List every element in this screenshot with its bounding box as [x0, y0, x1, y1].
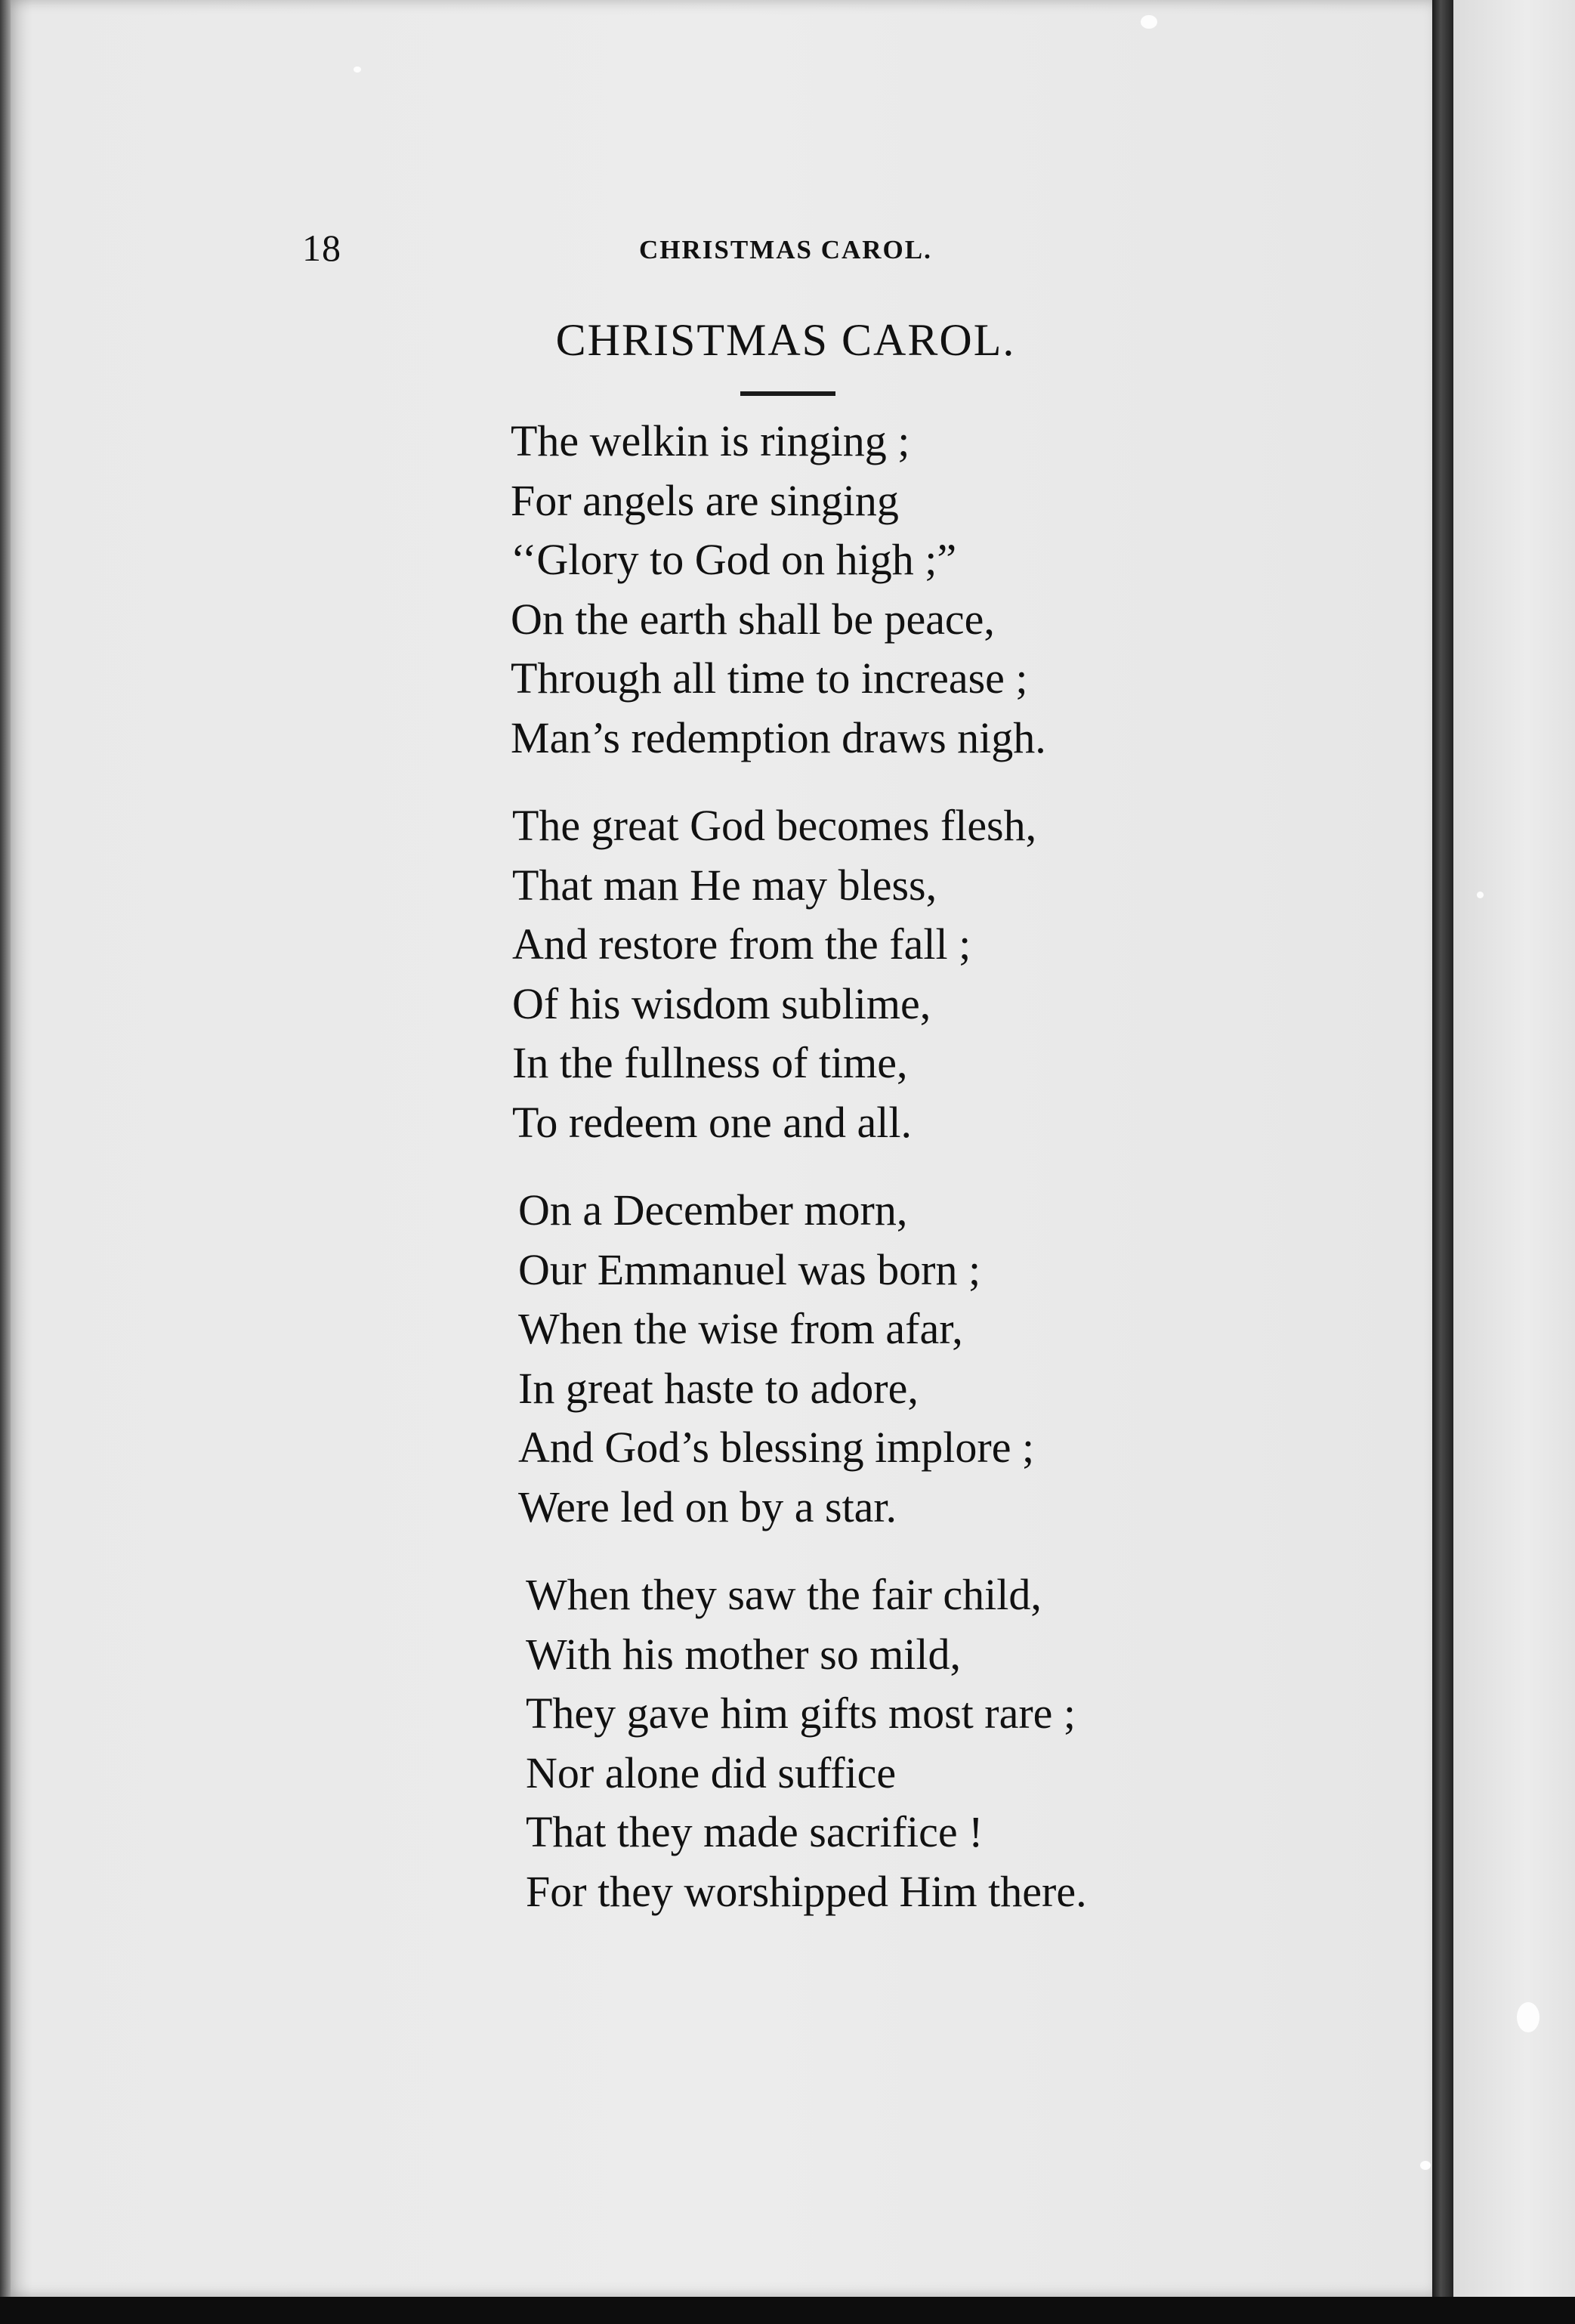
stanza: [511, 412, 1342, 768]
poem-line: When the wise from afar,: [518, 1304, 963, 1353]
poem-line: For angels are singing: [511, 475, 899, 525]
scan-speck: [1477, 892, 1484, 898]
poem-body: [511, 412, 1342, 1950]
poem-line: Of his wisdom sublime,: [512, 978, 931, 1028]
page-number: 18: [302, 227, 341, 269]
poem-line: Through all time to increase ;: [511, 654, 1028, 703]
poem-line: For they worshipped Him there.: [526, 1866, 1087, 1916]
scan-speck: [354, 66, 361, 73]
running-title: CHRISTMAS CAROL.: [639, 235, 932, 264]
stanza: [511, 1181, 1342, 1537]
poem-line: The welkin is ringing ;: [511, 416, 910, 465]
poem-line: Man’s redemption draws nigh.: [511, 712, 1046, 762]
stanza: [511, 1565, 1342, 1921]
scan-bottom-border: [0, 2297, 1575, 2324]
poem-line: On the earth shall be peace,: [511, 594, 995, 644]
title-rule: [740, 391, 835, 396]
poem-line: And God’s blessing implore ;: [518, 1423, 1035, 1472]
poem-line: In the fullness of time,: [512, 1038, 908, 1087]
poem-line: To redeem one and all.: [512, 1097, 912, 1147]
poem-line: ‘‘Glory to God on high ;”: [511, 535, 957, 584]
poem-line: That man He may bless,: [512, 860, 937, 910]
scan-speck: [1141, 15, 1157, 29]
adjacent-page-edge: [1453, 0, 1575, 2297]
poem-line: On a December morn,: [518, 1185, 908, 1235]
poem-line: With his mother so mild,: [526, 1629, 962, 1679]
poem-line: Our Emmanuel was born ;: [518, 1244, 981, 1294]
poem-line: When they saw the fair child,: [526, 1570, 1042, 1619]
poem-line: Were led on by a star.: [518, 1482, 897, 1531]
stanza: [511, 796, 1342, 1152]
poem-line: Nor alone did suffice: [526, 1748, 897, 1797]
poem-line: They gave him gifts most rare ;: [526, 1689, 1076, 1738]
scan-speck: [1420, 2161, 1431, 2170]
poem-title: CHRISTMAS CAROL.: [555, 315, 1016, 365]
scan-speck: [1517, 2002, 1539, 2032]
poem-line: And restore from the fall ;: [512, 919, 971, 969]
running-head: [302, 225, 1058, 270]
poem-line: The great God becomes flesh,: [512, 801, 1037, 850]
book-gutter: [1432, 0, 1453, 2324]
poem-line: That they made sacrifice !: [526, 1807, 984, 1856]
poem-line: In great haste to adore,: [518, 1363, 919, 1413]
